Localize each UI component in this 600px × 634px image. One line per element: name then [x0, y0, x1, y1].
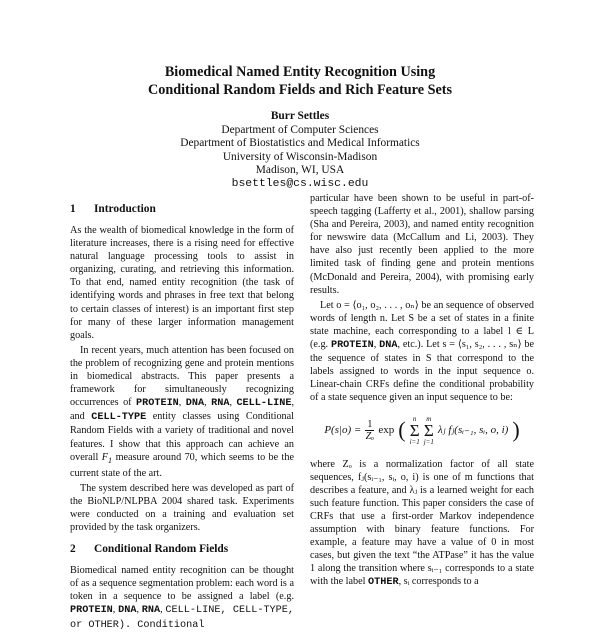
- author-name: Burr Settles: [270, 110, 330, 122]
- intro-paragraph-2: In recent years, much attention has been focused on the problem of recognizing gene and protein mentions in biomedical abstracts. This paper presents a framework for simultaneously recognizing occurrences of PROTEIN, DNA, RNA, CELL-LINE, and CELL-TYPE entity classes using Conditional Random Fields with a variety of traditional and novel features. I show that this approach can achieve an overall $F_1$ measure around 70, which seems to be the current state of the art.: [70, 344, 295, 479]
- right-column: [310, 192, 534, 591]
- sum-inner: m Σ j=1: [423, 414, 434, 446]
- entity-rna: RNA: [141, 605, 161, 617]
- intro-paragraph-1: As the wealth of biomedical knowledge in the form of literature increases, there is a rising need for effective natural language processing tools to assist in organizing, curating, and retrieving this information. To that end, named entity recognition (the task of identifying words and phrases in free text that belong to certain classes of interest) is an important first step for many of these larger information management goals.: [70, 225, 294, 341]
- f-measure: $F_1$: [101, 451, 113, 465]
- author-university: University of Wisconsin-Madison: [222, 150, 378, 163]
- section-heading-introduction: [70, 202, 294, 216]
- author-block: [0, 110, 600, 192]
- paper-title: [0, 64, 600, 99]
- entity-dna: DNA: [379, 340, 398, 352]
- entity-protein: PROTEIN: [330, 340, 374, 352]
- equation-exp: exp: [378, 424, 395, 436]
- equation-lhs: P(s|o) =: [324, 424, 362, 436]
- left-column: [70, 200, 294, 634]
- section-title: Conditional Random Fields: [94, 543, 229, 556]
- intro-paragraph-3: The system described here was developed as part of the BioNLP/NLPBA 2004 shared task. Experiments were conducted on a training and evaluation set provided by the task organizers.: [70, 482, 294, 534]
- right-paragraph-2: Let o = ⟨o₁, o₂, . . . , oₙ⟩ be an sequence of observed words of length n. Let S be a set of states in a finite state machine, each corresponding to a label l ∈ L (e.g. PROTEIN, DNA, etc.). Let s = ⟨s₁, s₂, . . . , sₙ⟩ be the sequence of states in S that correspond to the labels assigned to words in the input sequence o. Linear-chain CRFs define the conditional probability of a state sequence given an input sequence to be:: [310, 299, 535, 404]
- author-email: bsettles@cs.wisc.edu: [231, 177, 369, 190]
- section-number: 1: [70, 203, 76, 215]
- entity-other: OTHER: [368, 577, 399, 589]
- title-line-1: Biomedical Named Entity Recognition Using: [164, 64, 436, 80]
- right-paragraph-3: where Zₒ is a normalization factor of all state sequences, fⱼ(sᵢ₋₁, sᵢ, o, i) is one of m functions that describes a feature, and λⱼ is a learned weight for each such feature function. This paper considers the case of CRFs that use a first-order Markov independence assumption with binary feature functions. For example, a feature may have a value of 0 in most cases, but given the text “the ATPase” it has the value 1 along the transition where sᵢ₋₁ corresponds to a state with the label OTHER, sᵢ corresponds to a: [310, 458, 534, 589]
- crf-equation: P(s|o) = $\frac{1}{\text{Zₒ}}$ exp ( n Σ i=1 m Σ j=1 λⱼ fⱼ(sᵢ₋₁, sᵢ, o, i) ): [324, 414, 520, 446]
- author-city: Madison, WI, USA: [255, 164, 345, 177]
- equation-fraction: $\frac{1}{\text{Zₒ}}$: [365, 418, 375, 442]
- author-dept-2: Department of Biostatistics and Medical Informatics: [180, 137, 420, 150]
- sum-outer: n Σ i=1: [409, 414, 420, 446]
- entity-rna: RNA: [211, 398, 230, 410]
- section-number: 2: [70, 543, 76, 556]
- entity-cell-type: CELL-TYPE: [91, 412, 147, 424]
- entity-dna: DNA: [118, 605, 137, 617]
- entity-protein: PROTEIN: [70, 605, 113, 617]
- entity-cell-line: CELL-LINE: [236, 398, 292, 410]
- section-heading-crf: [70, 542, 294, 556]
- equation-body: λⱼ fⱼ(sᵢ₋₁, sᵢ, o, i): [437, 424, 509, 436]
- crf-paragraph-1: Biomedical named entity recognition can be thought of as a sequence segmentation problem: each word is a token in a sequence to be assigned a label (e.g. PROTEIN, DNA, RNA, CELL-LINE, CELL-TYPE, or OTHER). Conditional: [70, 565, 295, 631]
- entity-protein: PROTEIN: [136, 398, 179, 410]
- author-dept-1: Department of Computer Sciences: [221, 123, 379, 136]
- section-title: Introduction: [94, 203, 156, 215]
- entity-dna: DNA: [185, 398, 205, 410]
- right-paragraph-1: particular have been shown to be useful in part-of-speech tagging (Lafferty et al., 2001), shallow parsing (Sha and Pereira, 2003), and named entity recognition for newswire data (McCallum and Li, 2003). They have also just recently been applied to the more limited task of finding gene and protein mentions (McDonald and Pereira, 2004), with promising early results.: [310, 193, 534, 296]
- title-line-2: Conditional Random Fields and Rich Feature Sets: [147, 81, 452, 98]
